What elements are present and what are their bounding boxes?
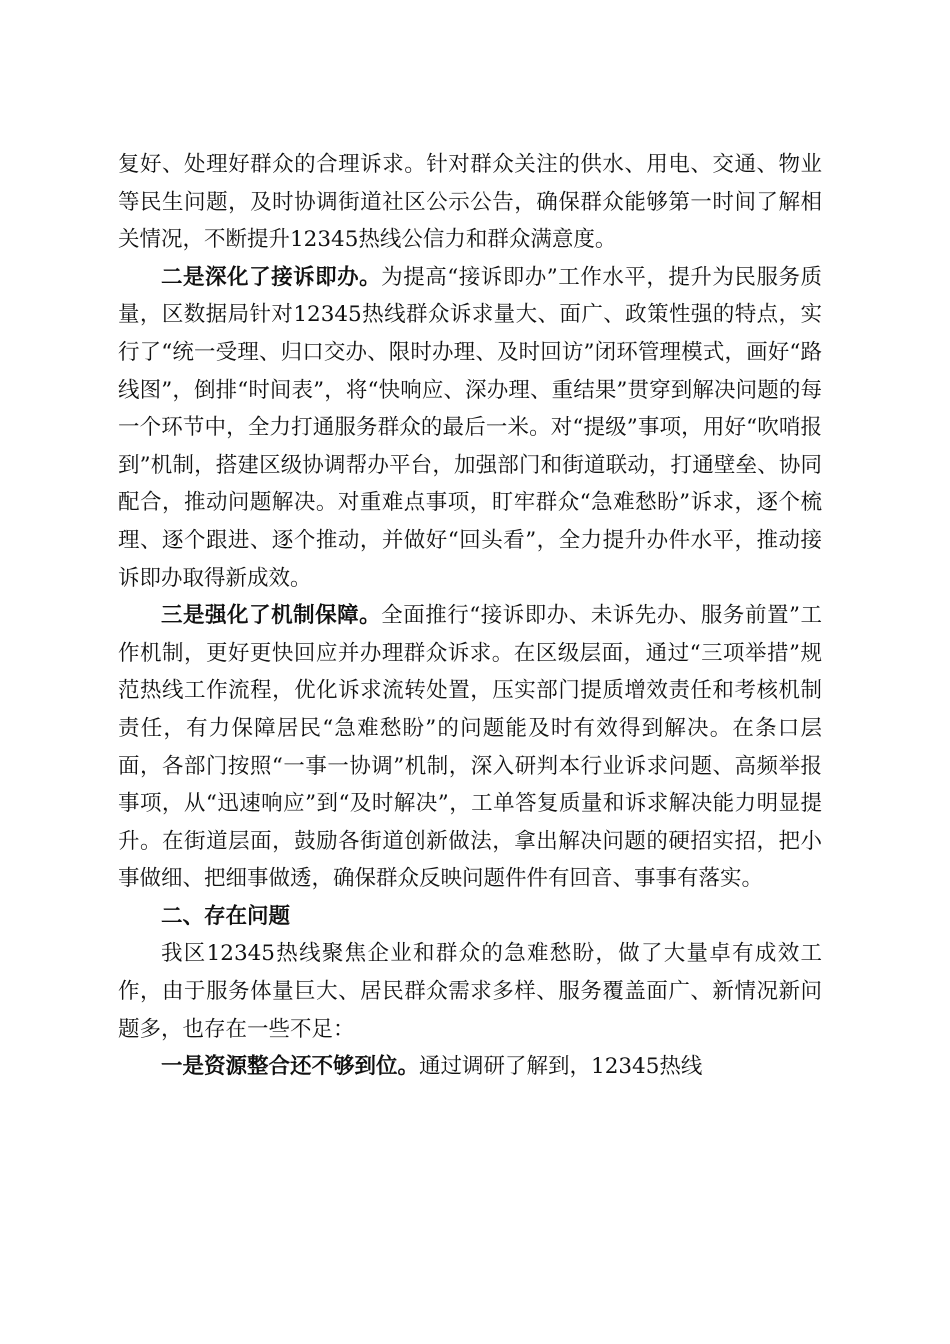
paragraph-2 bbox=[118, 259, 822, 597]
paragraph-1 bbox=[118, 146, 822, 259]
paragraph-3-lead: 三是强化了机制保障。 bbox=[161, 603, 382, 629]
paragraph-3-text: 全面推行“接诉即办、未诉先办、服务前置”工作机制，更好更快回应并办理群众诉求。在区级层面，通过“三项举措”规范热线工作流程，优化诉求流转处置，压实部门提质增效责任和考核机制责任，有力保障居民“急难愁盼”的问题能及时有效得到解决。在条口层面，各部门按照“一事一协调”机制，深入研判本行业诉求问题、高频举报事项，从“迅速响应”到“及时解决”，工单答复质量和诉求解决能力明显提升。在街道层面，鼓励各街道创新做法，拿出解决问题的硬招实招，把小事做细、把细事做透，确保群众反映问题件件有回音、事事有落实。 bbox=[118, 603, 822, 892]
document-page bbox=[118, 146, 822, 1086]
paragraph-2-lead: 二是深化了接诉即办。 bbox=[161, 264, 382, 290]
section-heading: 二、存在问题 bbox=[161, 903, 291, 929]
paragraph-5-lead: 一是资源整合还不够到位。 bbox=[161, 1054, 420, 1080]
paragraph-2-text: 为提高“接诉即办”工作水平，提升为民服务质量，区数据局针对12345热线群众诉求量大、面广、政策性强的特点，实行了“统一受理、归口交办、限时办理、及时回访”闭环管理模式，画好“路线图”，倒排“时间表”，将“快响应、深办理、重结果”贯穿到解决问题的每一个环节中，全力打通服务群众的最后一米。对“提级”事项，用好“吹哨报到”机制，搭建区级协调帮办平台，加强部门和街道联动，打通壁垒、协同配合，推动问题解决。对重难点事项，盯牢群众“急难愁盼”诉求，逐个梳理、逐个跟进、逐个推动，并做好“回头看”，全力提升办件水平，推动接诉即办取得新成效。 bbox=[118, 264, 822, 591]
paragraph-5 bbox=[118, 1048, 822, 1086]
paragraph-3 bbox=[118, 597, 822, 898]
paragraph-4-text: 我区12345热线聚焦企业和群众的急难愁盼，做了大量卓有成效工作，由于服务体量巨大、居民群众需求多样、服务覆盖面广、新情况新问题多，也存在一些不足： bbox=[118, 941, 822, 1042]
paragraph-5-text: 通过调研了解到，12345热线 bbox=[419, 1054, 703, 1080]
paragraph-1-text: 复好、处理好群众的合理诉求。针对群众关注的供水、用电、交通、物业等民生问题，及时协调街道社区公示公告，确保群众能够第一时间了解相关情况，不断提升12345热线公信力和群众满意度。 bbox=[118, 152, 822, 253]
paragraph-4 bbox=[118, 935, 822, 1048]
